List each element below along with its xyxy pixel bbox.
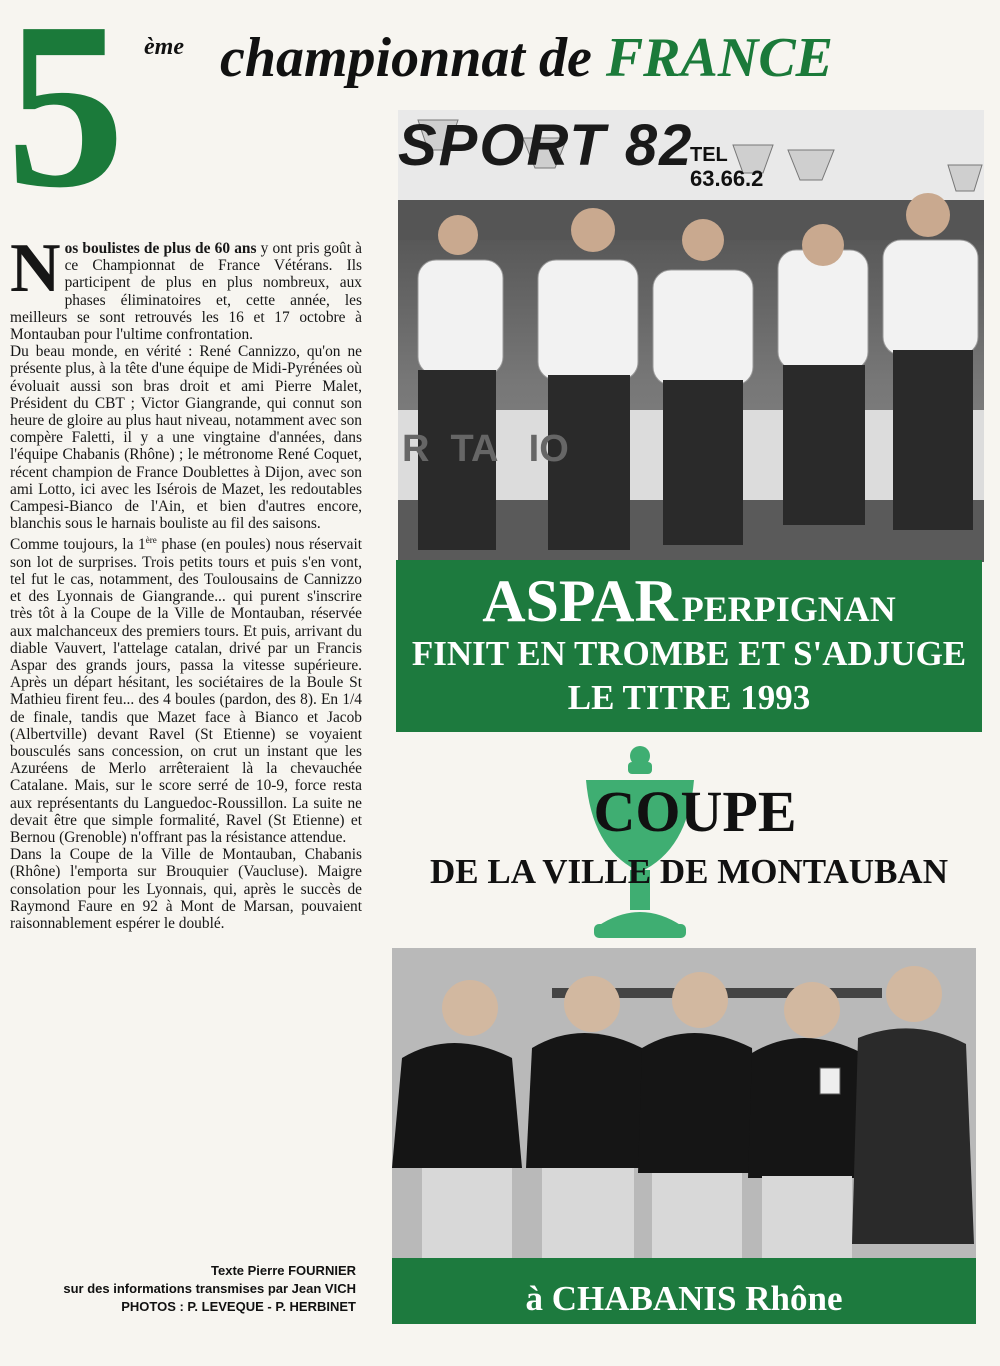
article-p3-text: phase (en poules) nous réservait son lot de surprises. Trois petits tours et puis s'en vont, tel fut le cas, notamment, des Toulousains de Cannizzo et des Lyonnais de Giangrande... qui purent s'inscrire très tôt à la Coupe de la Ville de Montauban, réservée aux malchanceux des premiers tours. Et puis, arrivant du diable Vauvert, l'attelage catalan, drivé par un Francis Aspar des grands jours, passa la vitesse supérieure. Après un départ hésitant, les sociétaires de la Boule St Mathieu firent feu... des 4 boules (pardon, des 8). En 1/4 de finale, tandis que Mazet face à Bianco et Jacob (Albertville) devant Ravel (St Etienne) se voyaient bousculés sans concession, on crut un instant que les Azuréens de Merlo arrêteraient là la chevauchée Catalane. Mais, sur le score serré de 10-9, force resta aux représentants du Languedoc-Roussillon. La suite ne devait être que simple formalité, Ravel (St Etienne) et Bernou (Grenoble) n'offrant pas la résistance attendue. (10, 536, 362, 847)
coupe-section (380, 740, 990, 950)
article-p3-sup: ère (145, 535, 157, 546)
edition-ordinal: ème (144, 34, 184, 60)
credits (10, 1262, 356, 1316)
coupe-subtitle: DE LA VILLE DE MONTAUBAN (430, 852, 948, 891)
winner-line-3: LE TITRE 1993 (567, 678, 811, 717)
sponsor-phone-number: 63.66.2 (690, 166, 764, 191)
article-body (10, 230, 363, 933)
coupe-winner-bar: à CHABANIS Rhône (392, 1258, 976, 1324)
article-paragraph-4: Dans la Coupe de la Ville de Montauban, Chabanis (Rhône) l'emporta sur Brouquier (Vaucluse). Maigre consolation pour les Lyonnais, qui, après le succès de Raymond Faure en 92 à Mont de Marsan, pouvaient raisonnablement espérer le doublé. (10, 846, 362, 933)
article-lead: os boulistes de plus de 60 ans (64, 240, 257, 257)
edition-number: 5 (6, 0, 121, 237)
sponsor-phone-label: TEL (690, 144, 728, 166)
title-highlight: FRANCE (605, 27, 834, 89)
winner-line-1 (396, 570, 982, 632)
article-p1-text: y ont pris goût à ce Championnat de France Vétérans. Ils participent de plus en plus nombreux, aux phases éliminatoires et, cette année, les meilleurs se sont retrouvés les 16 et 17 octobre à Montauban pour l'ultime confrontation. (10, 240, 363, 344)
article-paragraph-2: Du beau monde, en vérité : René Cannizzo, qu'on ne présente plus, à la tête d'une équipe de Midi-Pyrénées où évoluait aussi son bras droit et ami Pierre Malet, Président du CBT ; Victor Giangrande, qui connut son heure de gloire au plus haut niveau, notamment avec son compère Faletti, il y a une vingtaine d'années, dans l'équipe Chabanis (Rhône) ; le métronome René Coquet, récent champion de France Doublettes à Dijon, avec son ami Lotto, ici avec les Isérois de Mazet, les redoutables Campesi-Bianco de l'Ain, et bien d'autres encore, blanchis sous le harnais bouliste au fil des saisons. (10, 343, 362, 533)
winner-team: ASPAR (482, 568, 678, 634)
credit-author: Texte Pierre FOURNIER (211, 1263, 356, 1278)
credit-source: sur des informations transmises par Jean VICH (63, 1281, 356, 1296)
title-prefix: championnat de (220, 27, 592, 89)
sponsor-banner: SPORT 82 (398, 113, 694, 178)
article-paragraph-3 (10, 532, 362, 846)
background-sign: R TA IO (402, 428, 569, 470)
chabanis-team-photo (392, 948, 976, 1260)
article-p3-start: Comme toujours, la 1 (10, 536, 146, 554)
credit-photos: PHOTOS : P. LEVEQUE - P. HERBINET (121, 1299, 356, 1314)
drop-cap: N (10, 230, 61, 307)
page-title (220, 26, 833, 90)
coupe-title: COUPE (593, 779, 797, 844)
winners-photo (398, 110, 984, 562)
chabanis-team-illustration (392, 948, 976, 1260)
article-paragraph-1 (10, 230, 363, 344)
winner-headline-box (396, 560, 982, 732)
winner-line-2: FINIT EN TROMBE ET S'ADJUGE (411, 634, 967, 673)
winner-city: PERPIGNAN (681, 589, 896, 629)
